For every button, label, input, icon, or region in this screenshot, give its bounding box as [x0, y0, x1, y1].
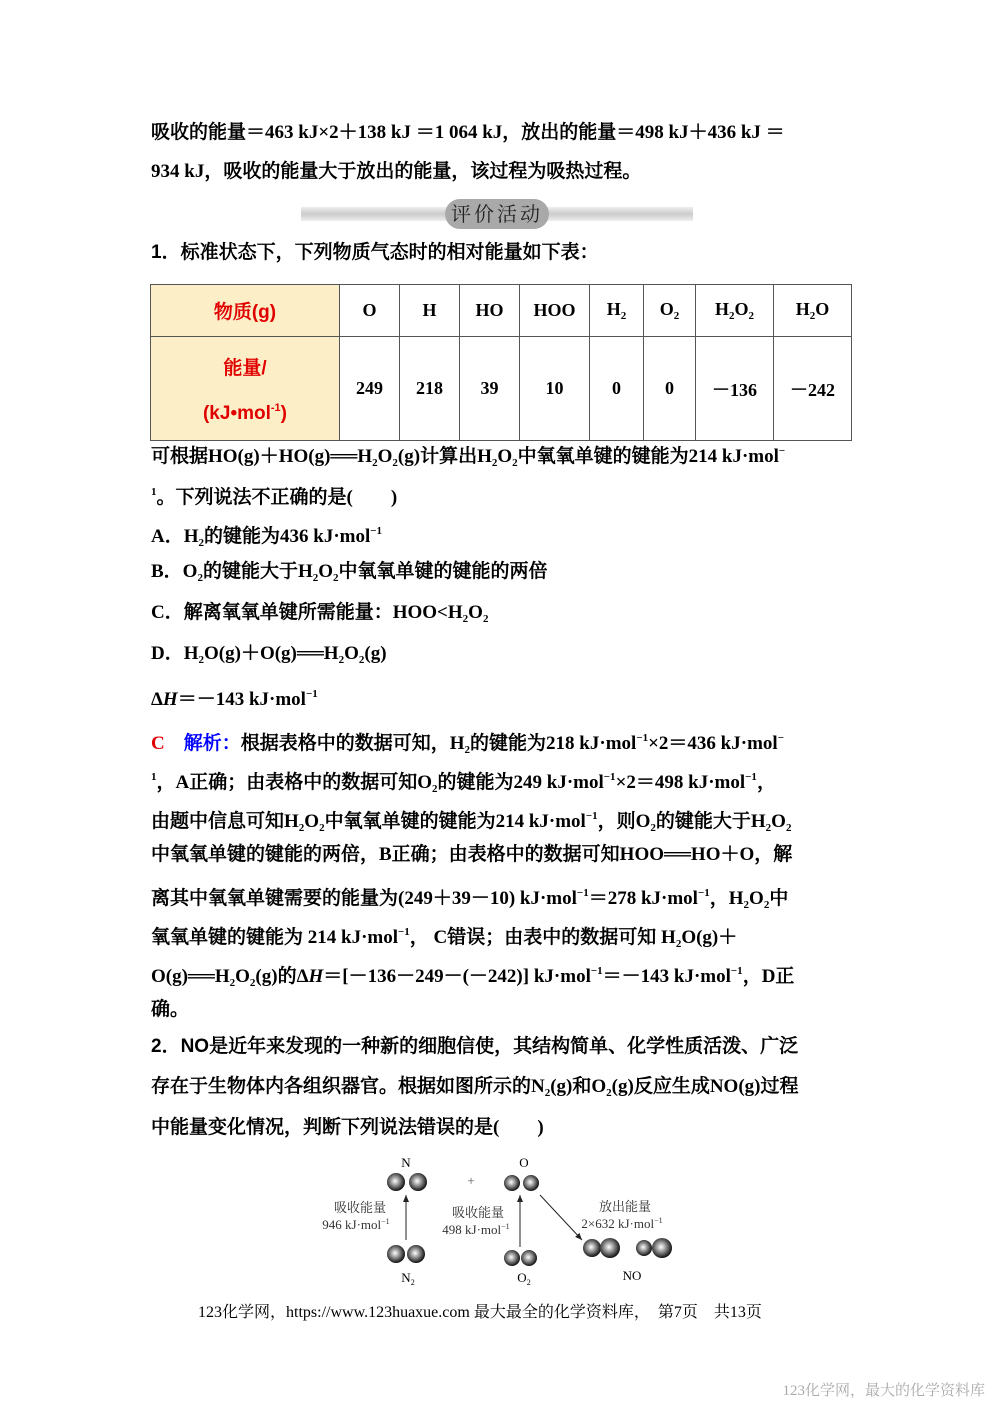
release-value: [581, 1216, 662, 1231]
text-line: [151, 804, 791, 840]
text-line: [151, 1075, 798, 1105]
header-part: HOO: [533, 300, 576, 320]
energy-unit: [151, 402, 339, 425]
text-line: [151, 601, 488, 631]
text-line: [151, 881, 788, 917]
release-value-sup: −1: [654, 1216, 663, 1225]
text-segment: ，D正: [742, 966, 795, 987]
text-segment: 解析：: [183, 733, 241, 754]
reaction-energy-diagram: [300, 1150, 700, 1290]
text-segment: O(g)＋: [681, 927, 738, 948]
text-segment: 中: [769, 888, 789, 909]
text-line: [151, 560, 548, 590]
header-part: 2: [809, 310, 816, 322]
text-segment: −1: [398, 926, 410, 938]
text-segment: 1．标准状态下，下列物质气态时的相对能量如下表：: [151, 242, 599, 263]
absorb-value-1: [322, 1217, 389, 1232]
text-line: [151, 998, 189, 1022]
text-segment: −1: [370, 525, 383, 537]
release-label: 放出能量: [598, 1199, 652, 1214]
header-part: O: [815, 299, 830, 319]
text-segment: [165, 733, 184, 754]
text-segment: O: [771, 811, 786, 832]
text-segment: 的键能大于H: [202, 561, 313, 582]
table-cell-energy: －136: [696, 337, 774, 441]
table-column-header: [460, 285, 520, 337]
section-title: 评价活动: [445, 199, 549, 229]
header-part: 2: [620, 310, 627, 322]
absorb-value-2-text: 498 kJ·mol: [442, 1222, 502, 1237]
text-line: [151, 726, 784, 762]
text-segment: 中氧氧单键的键能的两倍，B正确；由表格中的数据可知HOO══HO＋O，解: [151, 844, 793, 865]
text-segment: 离其中氧氧单键需要的能量为(249＋39－10) kJ·mol: [151, 888, 577, 909]
text-segment: O: [318, 561, 334, 582]
text-segment: 的键能为218 kJ·mol: [470, 733, 637, 754]
text-segment: 2: [372, 457, 378, 469]
header-part: O: [734, 299, 749, 319]
header-part: H: [714, 299, 729, 319]
text-segment: −1: [585, 810, 598, 822]
n2-molecule-icon: [387, 1245, 425, 1263]
text-segment: O: [377, 446, 393, 467]
text-segment: 2: [298, 822, 305, 834]
text-segment: ，A正确；由表格中的数据可知O: [156, 772, 433, 793]
unit-text: (kJ•mol: [202, 402, 271, 424]
text-segment: 。下列说法不正确的是( ): [156, 487, 398, 508]
plus-sign: +: [467, 1173, 475, 1188]
o-atoms-icon: [504, 1175, 539, 1191]
text-segment: 2: [432, 783, 438, 795]
table-cell-energy: 0: [644, 337, 696, 441]
text-segment: 2: [743, 899, 750, 911]
header-part: O: [362, 300, 377, 320]
text-segment: 的键能为249 kJ·mol: [437, 772, 604, 793]
text-segment: 2: [544, 1087, 551, 1099]
text-segment: 可根据HO(g)＋HO(g)══H: [151, 446, 373, 467]
text-segment: ，: [756, 772, 776, 793]
n-atoms-icon: [387, 1173, 427, 1191]
text-segment: O: [468, 602, 483, 623]
text-line: [151, 480, 397, 510]
text-segment: −1: [745, 771, 757, 783]
text-segment: 2: [606, 1087, 612, 1099]
o2-label: [517, 1270, 530, 1287]
table-cell-energy: －242: [774, 337, 852, 441]
text-segment: 根据表格中的数据可知，H: [240, 733, 465, 754]
table-cell-energy: 0: [590, 337, 644, 441]
text-segment: C．解离氧氧单键所需能量：HOO<H: [151, 602, 463, 623]
table-column-header: [590, 285, 644, 337]
text-segment: 2: [392, 457, 398, 469]
text-segment: O(g)══H: [151, 966, 230, 987]
text-segment: O: [235, 966, 250, 987]
table-column-header: [400, 285, 460, 337]
text-segment: 2: [765, 822, 772, 834]
text-segment: 氧氧单键的键能为 214 kJ·mol: [151, 927, 399, 948]
absorb-label-1: 吸收能量: [333, 1200, 387, 1215]
text-segment: 2: [358, 654, 365, 666]
text-segment: ＝[－136－249－(－242)] kJ·mol: [323, 966, 591, 987]
text-segment: 1: [151, 771, 157, 783]
text-segment: 2．NO是近年来发现的一种新的细胞信使，其结构简单、化学性质活泼、广泛: [151, 1036, 799, 1057]
o-atom-label: O: [519, 1155, 529, 1170]
text-segment: (g)计算出H: [397, 446, 492, 467]
watermark: 123化学网，最大的化学资料库: [782, 1383, 985, 1399]
absorb-value-2: [442, 1222, 509, 1237]
text-segment: 中能量变化情况，判断下列说法错误的是( ): [151, 1117, 544, 1138]
text-segment: ， C错误；由表中的数据可知 H: [409, 927, 676, 948]
arrow-no-formation: [540, 1195, 582, 1240]
table-column-header: [774, 285, 852, 337]
text-segment: 存在于生物体内各组织器官。根据如图所示的N: [151, 1076, 545, 1097]
text-segment: 2: [319, 822, 325, 834]
text-segment: O(g)＋O(g)══H: [204, 643, 339, 664]
text-segment: 2: [763, 899, 770, 911]
text-segment: −1: [603, 771, 616, 783]
text-segment: 确。: [151, 999, 190, 1020]
text-line: [151, 959, 794, 995]
header-part: H: [422, 300, 437, 320]
absorb-value-1-text: 946 kJ·mol: [322, 1217, 382, 1232]
absorb-value-1-sup: −1: [381, 1217, 390, 1226]
text-segment: 2: [512, 457, 518, 469]
text-segment: 2: [491, 457, 498, 469]
n2-sub: 2: [410, 1278, 415, 1287]
o2-molecule-icon: [504, 1250, 537, 1266]
unit-sup: -1: [270, 401, 281, 414]
release-value-text: 2×632 kJ·mol: [581, 1216, 655, 1231]
text-segment: 2: [482, 613, 489, 625]
text-segment: −: [777, 732, 784, 744]
text-segment: (g)的Δ: [255, 966, 309, 987]
table-cell-energy: 249: [340, 337, 400, 441]
n2-text: N: [401, 1270, 411, 1285]
text-segment: 1: [151, 486, 157, 498]
table-column-header: [340, 285, 400, 337]
text-segment: 2: [197, 572, 203, 584]
header-part: 2: [729, 310, 735, 322]
text-segment: 2: [312, 572, 319, 584]
text-segment: O: [497, 446, 513, 467]
text-segment: H: [162, 689, 178, 710]
text-segment: 934 kJ，吸收的能量大于放出的能量，该过程为吸热过程。: [151, 161, 642, 182]
text-segment: ，则O: [597, 811, 651, 832]
text-segment: 中氧氧单键的键能为214 kJ·mol: [324, 811, 586, 832]
header-part: HO: [475, 300, 504, 320]
table-cell-energy: 10: [520, 337, 590, 441]
text-segment: 2: [675, 938, 682, 950]
energy-label: 能量/: [223, 357, 267, 379]
text-segment: 2: [198, 537, 205, 549]
text-line: [151, 519, 382, 555]
text-segment: −1: [730, 965, 743, 977]
table-header-substance: 物质(g): [151, 285, 340, 337]
text-segment: 2: [333, 572, 339, 584]
text-segment: 2: [249, 977, 256, 989]
text-segment: ×2＝498 kJ·mol: [615, 772, 746, 793]
text-line: [151, 160, 641, 184]
o2-text: O: [517, 1270, 527, 1285]
page-footer: 123化学网，https://www.123huaxue.com 最大最全的化学资料库， 第7页 共13页: [198, 1304, 762, 1321]
text-line: [151, 1035, 798, 1059]
text-line: [151, 241, 599, 265]
text-segment: 中氧氧单键的键能的两倍: [338, 561, 548, 582]
text-segment: O: [304, 811, 320, 832]
text-segment: (g)和O: [550, 1076, 607, 1097]
unit-close: ): [280, 402, 287, 424]
table-column-header: [520, 285, 590, 337]
text-segment: ＝278 kJ·mol: [588, 888, 698, 909]
table-header-energy: [151, 337, 340, 441]
text-segment: 由题中信息可知H: [151, 811, 299, 832]
header-part: 2: [673, 310, 680, 322]
text-segment: 2: [650, 822, 656, 834]
text-segment: 的键能为436 kJ·mol: [204, 526, 371, 547]
text-segment: A．H: [151, 526, 199, 547]
o2-sub: 2: [526, 1278, 531, 1287]
text-line: [151, 765, 776, 801]
text-segment: (g)反应生成NO(g)过程: [611, 1076, 799, 1097]
text-segment: Δ: [151, 689, 163, 710]
text-segment: D．H: [151, 643, 199, 664]
energy-table: [150, 284, 852, 441]
text-segment: O: [749, 888, 764, 909]
text-segment: ，H: [709, 888, 744, 909]
header-part: H: [606, 299, 621, 319]
text-segment: 2: [229, 977, 236, 989]
table-cell-energy: 218: [400, 337, 460, 441]
absorb-value-2-sup: −1: [501, 1222, 510, 1231]
text-segment: 2: [462, 613, 469, 625]
no-label: NO: [622, 1268, 642, 1283]
header-part: 2: [748, 310, 755, 322]
text-segment: C: [151, 733, 165, 754]
text-segment: 2: [464, 744, 471, 756]
table-cell-energy: 39: [460, 337, 520, 441]
text-segment: −1: [636, 732, 649, 744]
table-column-header: [696, 285, 774, 337]
text-segment: ＝－143 kJ·mol: [602, 966, 731, 987]
text-segment: 2: [785, 822, 792, 834]
text-segment: −: [778, 445, 786, 457]
table-column-header: [644, 285, 696, 337]
no-molecules-icon: [583, 1238, 672, 1258]
text-segment: H: [308, 966, 324, 987]
text-line: [151, 920, 737, 956]
text-segment: −1: [305, 688, 318, 700]
text-segment: O: [344, 643, 359, 664]
text-segment: −1: [590, 965, 603, 977]
header-part: O: [659, 299, 674, 319]
absorb-label-2: 吸收能量: [451, 1205, 505, 1220]
text-line: [151, 642, 387, 672]
text-segment: −1: [576, 887, 589, 899]
n2-label: [401, 1270, 414, 1287]
text-line: [151, 121, 785, 145]
text-segment: (g): [364, 643, 387, 664]
text-segment: 吸收的能量＝463 kJ×2＋138 kJ ＝1 064 kJ，放出的能量＝498 kJ＋436 kJ ＝: [151, 122, 785, 143]
text-segment: 2: [338, 654, 345, 666]
text-segment: ＝－143 kJ·mol: [177, 689, 306, 710]
text-segment: 2: [198, 654, 205, 666]
text-segment: B．O: [151, 561, 198, 582]
n-atom-label: N: [401, 1155, 411, 1170]
text-line: [151, 682, 318, 712]
header-part: H: [795, 299, 810, 319]
text-line: [151, 843, 792, 867]
text-line: [151, 439, 785, 475]
text-segment: ×2＝436 kJ·mol: [648, 733, 778, 754]
text-segment: −1: [697, 887, 710, 899]
text-segment: 的键能大于H: [655, 811, 766, 832]
text-line: [151, 1116, 544, 1140]
text-segment: 中氧氧单键的键能为214 kJ·mol: [517, 446, 779, 467]
